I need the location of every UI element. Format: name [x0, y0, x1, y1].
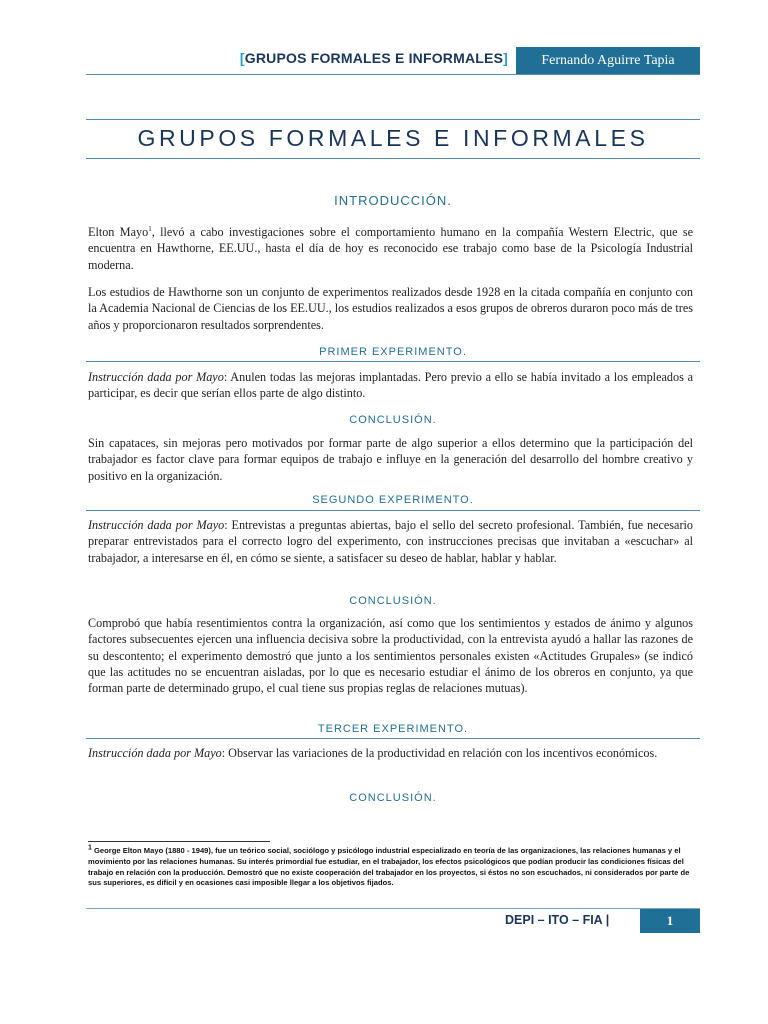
- header-author: Fernando Aguirre Tapia: [516, 47, 700, 74]
- header-bracket-open: [: [239, 50, 245, 66]
- exp3-rule: [86, 738, 700, 739]
- header-divider: [86, 74, 700, 75]
- footnote-text: George Elton Mayo (1880 - 1949), fue un teórico social, sociólogo y psicólogo industrial especializado en teoría de las organizaciones, las relaciones humanas y el movimiento por las relaciones humanas. Su interés primordial fue estudiar, en el trabajador, los efectos psicológicos que podían producir las condiciones físicas del trabajo en relación con la producción. Demostró que no existe cooperación del trabajador en los proyectos, si éstos no son escuchados, ni considerados por parte de sus superiores, es difícil y en ocasiones casi imposible llegar a los objetivos fijados.: [88, 846, 690, 888]
- intro-paragraph-1: [88, 224, 693, 273]
- page-number: 1: [640, 909, 700, 933]
- exp3-instruction: [88, 745, 693, 761]
- exp2-heading: SEGUNDO EXPERIMENTO.: [312, 494, 474, 506]
- footer-label: DEPI – ITO – FIA |: [505, 913, 610, 927]
- exp3-label: Instrucción dada por Mayo: [88, 746, 222, 760]
- footnote-ref[interactable]: 1: [148, 224, 152, 233]
- exp1-label: Instrucción dada por Mayo: [88, 370, 224, 384]
- intro-p1-text: , llevó a cabo investigaciones sobre el comportamiento humano en la compañía Western Electric, que se encuentra en Hawthorne, EE.UU., hasta el día de hoy es reconocido ese trabajo como base de la Psicología Industrial moderna.: [88, 225, 693, 272]
- intro-paragraph-2: Los estudios de Hawthorne son un conjunto de experimentos realizados desde 1928 en la citada compañía en conjunto con la Academia Nacional de Ciencias de los EE.UU., los estudios realizados a esos grupos de obreros duraron poco más de tres años y proporcionaron resultados sorprendentes.: [88, 285, 693, 332]
- intro-name: Elton Mayo: [88, 225, 149, 239]
- exp1-heading: PRIMER EXPERIMENTO.: [319, 346, 467, 358]
- exp3-conclusion-heading: CONCLUSIÓN.: [349, 792, 437, 804]
- footnote-separator: [88, 841, 270, 842]
- document-title: GRUPOS FORMALES E INFORMALES: [137, 125, 649, 151]
- exp1-rule: [86, 361, 700, 362]
- footnote-number: 1: [88, 844, 92, 852]
- exp3-text: : Observar las variaciones de la productividad en relación con los incentivos económicos.: [221, 746, 658, 760]
- exp2-text: : Entrevistas a preguntas abiertas, bajo el sello del secreto profesional. También, fue necesario preparar entrevistados para el correcto logro del experimento, con instrucciones precisas que invitaban a «escuchar» al trabajador, a interesarse en él, en cómo se siente, a satisfacer su deseo de hablar, hablar y hablar.: [88, 518, 693, 565]
- exp2-rule: [86, 510, 700, 511]
- header-title: [240, 50, 508, 66]
- exp2-label: Instrucción dada por Mayo: [88, 518, 225, 532]
- page-header: [86, 47, 700, 74]
- header-title-text: GRUPOS FORMALES E INFORMALES: [244, 50, 504, 66]
- exp3-heading: TERCER EXPERIMENTO.: [317, 723, 469, 735]
- exp2-instruction: [88, 517, 693, 566]
- exp2-conclusion: Comprobó que había resentimientos contra la organización, así como que los sentimientos y estados de ánimo y algunos factores subsecuentes ejercen una influencia decisiva sobre la productividad, con la entrevista ayudó a hallar las razones de su descontento; el experimento demostró que junto a los sentimientos personales existen «Actitudes Grupales» (se indicó que las actitudes no se encuentran aisladas, por lo que es necesario estudiar el ánimo de los obreros en conjunto, ya que forman parte de determinado grupo, el cual tiene sus propias reglas de relaciones mutuas).: [88, 616, 693, 696]
- intro-heading: INTRODUCCIÓN.: [334, 193, 452, 208]
- exp1-instruction: [88, 369, 693, 402]
- exp1-text: : Anulen todas las mejoras implantadas. Pero previo a ello se había invitado a los empleados a participar, es decir que serían ellos parte de algo distinto.: [88, 370, 693, 401]
- exp1-conclusion-heading: CONCLUSIÓN.: [349, 414, 437, 426]
- exp2-conclusion-heading: CONCLUSIÓN.: [349, 595, 437, 607]
- footer-divider: [86, 908, 700, 909]
- footnote: [88, 846, 698, 889]
- header-bracket-close: ]: [503, 50, 508, 66]
- title-box: [86, 119, 700, 159]
- exp1-conclusion: Sin capataces, sin mejoras pero motivados por formar parte de algo superior a ellos determino que la participación del trabajador es factor clave para formar equipos de trabajo e influye en la generación del desarrollo del hombre creativo y positivo en la organización.: [88, 436, 693, 483]
